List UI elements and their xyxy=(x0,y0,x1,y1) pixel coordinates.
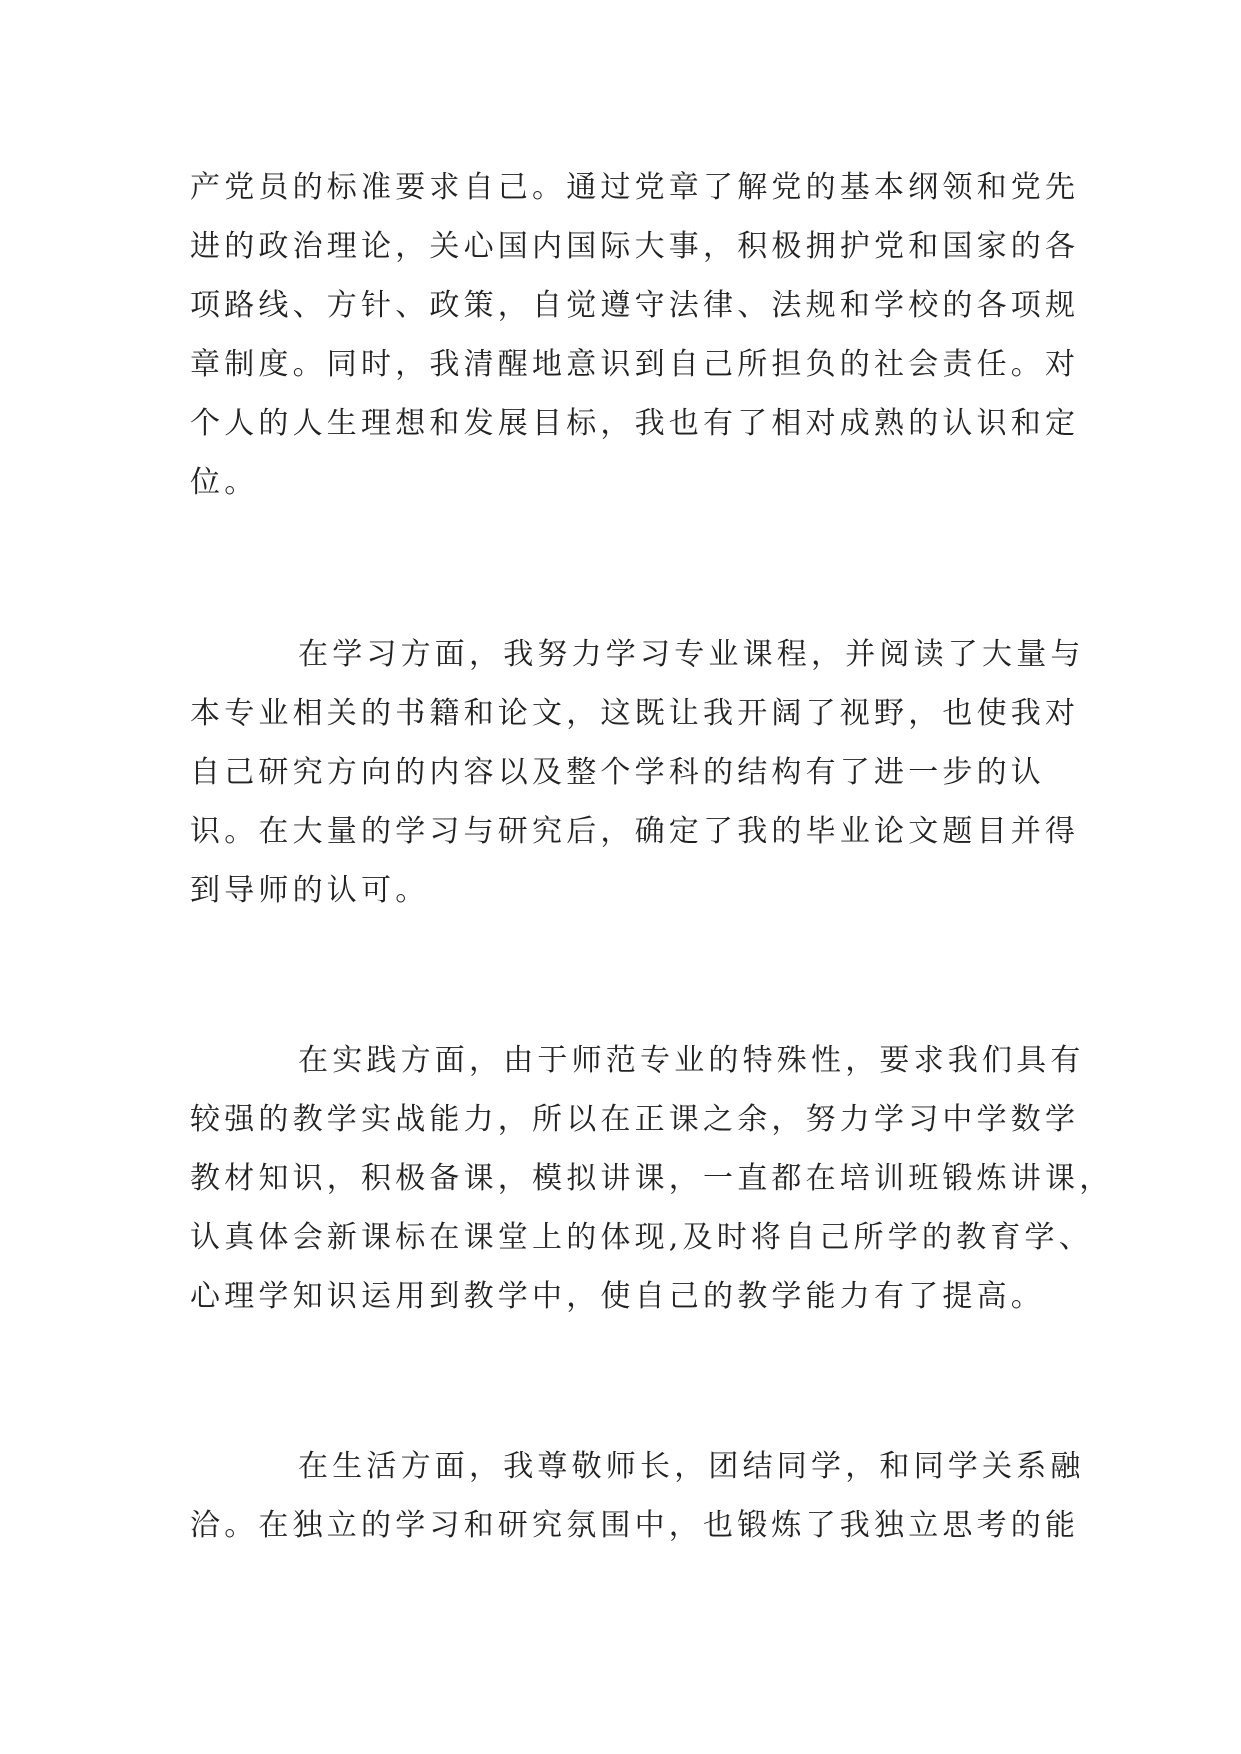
paragraph-line: 本专业相关的书籍和论文，这既让我开阔了视野，也使我对 xyxy=(190,696,1080,731)
paragraph-party-conduct xyxy=(190,158,1080,512)
paragraph-line: 产党员的标准要求自己。通过党章了解党的基本纲领和党先 xyxy=(190,170,1080,205)
paragraph-line: 在学习方面，我努力学习专业课程，并阅读了大量与 xyxy=(298,637,1085,672)
paragraph-line: 项路线、方针、政策，自觉遵守法律、法规和学校的各项规 xyxy=(190,288,1080,323)
paragraph-line: 认真体会新课标在课堂上的体现,及时将自己所学的教育学、 xyxy=(190,1220,1093,1255)
paragraph-line: 自己研究方向的内容以及整个学科的结构有了进一步的认 xyxy=(190,755,1045,790)
paragraph-line: 较强的教学实战能力，所以在正课之余，努力学习中学数学 xyxy=(190,1102,1080,1137)
paragraph-life xyxy=(190,1437,1085,1555)
paragraph-line: 心理学知识运用到教学中，使自己的教学能力有了提高。 xyxy=(190,1279,1045,1314)
paragraph-line: 在生活方面，我尊敬师长，团结同学，和同学关系融 xyxy=(298,1449,1085,1484)
paragraph-study xyxy=(190,625,1085,920)
paragraph-line: 在实践方面，由于师范专业的特殊性，要求我们具有 xyxy=(298,1043,1085,1078)
paragraph-line: 识。在大量的学习与研究后，确定了我的毕业论文题目并得 xyxy=(190,814,1080,849)
paragraph-line: 进的政治理论，关心国内国际大事，积极拥护党和国家的各 xyxy=(190,229,1080,264)
paragraph-line: 章制度。同时，我清醒地意识到自己所担负的社会责任。对 xyxy=(190,347,1080,382)
paragraph-line: 教材知识，积极备课，模拟讲课，一直都在培训班锻炼讲课， xyxy=(190,1161,1114,1196)
paragraph-line: 位。 xyxy=(190,465,259,500)
paragraph-line: 个人的人生理想和发展目标，我也有了相对成熟的认识和定 xyxy=(190,406,1080,441)
paragraph-practice xyxy=(190,1031,1114,1326)
paragraph-line: 到导师的认可。 xyxy=(190,873,430,908)
paragraph-line: 洽。在独立的学习和研究氛围中，也锻炼了我独立思考的能 xyxy=(190,1508,1080,1543)
